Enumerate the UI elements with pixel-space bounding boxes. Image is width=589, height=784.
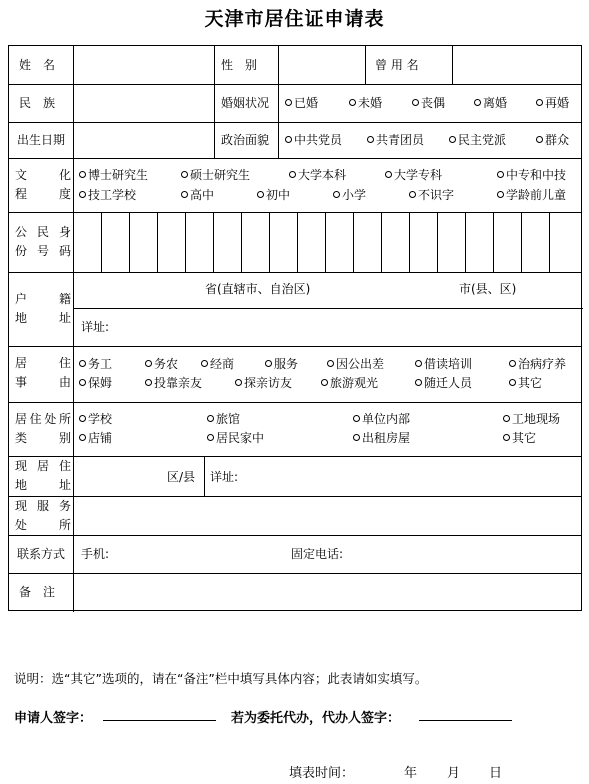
radio-circle-icon xyxy=(449,136,456,143)
radio-circle-icon xyxy=(289,171,296,178)
row-divider xyxy=(9,573,581,574)
ethnicity-label: 民 族 xyxy=(19,96,56,110)
label-column-divider xyxy=(73,46,74,612)
radio-circle-icon xyxy=(235,379,242,386)
reason-option-nanny[interactable]: 保姆 xyxy=(79,376,112,390)
day-label: 日 xyxy=(489,766,503,781)
radio-circle-icon xyxy=(349,99,356,106)
radio-circle-icon xyxy=(385,171,392,178)
current-detail-field[interactable] xyxy=(247,458,581,494)
education-option-primary[interactable]: 小学 xyxy=(333,188,366,202)
radio-circle-icon xyxy=(181,171,188,178)
reason-option-accompanying[interactable]: 随迁人员 xyxy=(415,376,472,390)
reason-option-farming[interactable]: 务农 xyxy=(145,357,178,371)
political-option-cyl[interactable]: 共青团员 xyxy=(367,133,424,147)
radio-circle-icon xyxy=(265,360,272,367)
current-detail-label: 详址: xyxy=(210,470,239,484)
radio-circle-icon xyxy=(145,379,152,386)
radio-circle-icon xyxy=(509,360,516,367)
radio-circle-icon xyxy=(207,415,214,422)
radio-circle-icon xyxy=(503,415,510,422)
row-divider xyxy=(73,308,583,309)
place-option-school[interactable]: 学校 xyxy=(79,412,112,426)
hukou-detail-label: 详址: xyxy=(81,320,110,334)
id-number-label: 公民身 份号码 xyxy=(15,225,71,258)
current-district-field[interactable] xyxy=(75,458,165,494)
political-label: 政治面貌 xyxy=(221,133,270,147)
radio-circle-icon xyxy=(207,434,214,441)
remarks-field[interactable] xyxy=(75,575,581,609)
radio-circle-icon xyxy=(333,191,340,198)
gender-field[interactable] xyxy=(280,48,363,82)
contact-label: 联系方式 xyxy=(17,547,66,561)
place-option-other[interactable]: 其它 xyxy=(503,431,536,445)
radio-circle-icon xyxy=(327,360,334,367)
place-option-unit[interactable]: 单位内部 xyxy=(353,412,410,426)
landline-label: 固定电话: xyxy=(291,547,344,561)
applicant-signature-label: 申请人签字： xyxy=(14,711,93,726)
row-divider xyxy=(9,84,581,85)
education-option-phd[interactable]: 博士研究生 xyxy=(79,168,148,182)
radio-circle-icon xyxy=(497,171,504,178)
marital-option-divorced[interactable]: 离婚 xyxy=(474,96,507,110)
radio-circle-icon xyxy=(415,360,422,367)
hukou-address-label: 户 籍 地 址 xyxy=(15,292,71,325)
education-option-junior-high[interactable]: 初中 xyxy=(257,188,290,202)
education-option-illiterate[interactable]: 不识字 xyxy=(409,188,454,202)
current-district-label: 区/县 xyxy=(167,470,196,484)
place-option-construction-site[interactable]: 工地现场 xyxy=(503,412,560,426)
reason-option-visiting[interactable]: 探亲访友 xyxy=(235,376,292,390)
hukou-province-field[interactable] xyxy=(75,274,581,306)
row-divider xyxy=(9,212,581,213)
education-option-bachelor[interactable]: 大学本科 xyxy=(289,168,346,182)
residence-type-label: 居住处所 类 别 xyxy=(15,412,71,445)
row-divider xyxy=(9,346,581,347)
row-divider xyxy=(9,402,581,403)
hukou-province-label: 省(直辖市、自治区) xyxy=(205,282,311,296)
education-option-preschool[interactable]: 学龄前儿童 xyxy=(497,188,566,202)
hukou-detail-field[interactable] xyxy=(119,310,581,344)
column-divider xyxy=(204,456,205,496)
service-location-label: 现服务 处 所 xyxy=(15,499,71,532)
residence-reason-label: 居 住 事 由 xyxy=(15,356,71,389)
former-name-field[interactable] xyxy=(454,48,580,82)
marital-option-married[interactable]: 已婚 xyxy=(285,96,318,110)
reason-option-other[interactable]: 其它 xyxy=(509,376,542,390)
place-option-rental[interactable]: 出租房屋 xyxy=(353,431,410,445)
education-option-technical-secondary[interactable]: 中专和中技 xyxy=(497,168,566,182)
place-option-shop[interactable]: 店铺 xyxy=(79,431,112,445)
instruction-note: 说明：选“其它”选项的，请在“备注”栏中填写具体内容；此表请如实填写。 xyxy=(14,671,428,686)
education-option-technical-school[interactable]: 技工学校 xyxy=(79,188,136,202)
radio-circle-icon xyxy=(509,379,516,386)
month-label: 月 xyxy=(447,766,461,781)
reason-option-relatives[interactable]: 投靠亲友 xyxy=(145,376,202,390)
form-title: 天津市居住证申请表 xyxy=(204,8,385,30)
radio-circle-icon xyxy=(412,99,419,106)
education-option-master[interactable]: 硕士研究生 xyxy=(181,168,250,182)
remarks-label: 备 注 xyxy=(19,585,56,599)
radio-circle-icon xyxy=(536,136,543,143)
political-option-cpc[interactable]: 中共党员 xyxy=(285,133,342,147)
radio-circle-icon xyxy=(145,360,152,367)
political-option-democratic[interactable]: 民主党派 xyxy=(449,133,506,147)
landline-field[interactable] xyxy=(351,537,581,571)
radio-circle-icon xyxy=(497,191,504,198)
radio-circle-icon xyxy=(503,434,510,441)
former-name-label: 曾 用 名 xyxy=(375,58,419,72)
service-location-field[interactable] xyxy=(75,498,581,533)
column-divider xyxy=(214,46,215,158)
birthdate-field[interactable] xyxy=(75,124,212,156)
row-divider xyxy=(9,496,581,497)
name-label: 姓 名 xyxy=(19,58,56,72)
radio-circle-icon xyxy=(536,99,543,106)
radio-circle-icon xyxy=(201,360,208,367)
id-number-field[interactable] xyxy=(75,214,581,270)
reason-option-service[interactable]: 服务 xyxy=(265,357,298,371)
application-form-table xyxy=(8,45,582,611)
fill-time-label: 填表时间： xyxy=(289,766,355,781)
current-address-label: 现居住 地 址 xyxy=(15,459,71,492)
reason-option-tourism[interactable]: 旅游观光 xyxy=(321,376,378,390)
row-divider xyxy=(9,122,581,123)
birthdate-label: 出生日期 xyxy=(17,133,66,147)
marital-label: 婚姻状况 xyxy=(221,96,270,110)
reason-option-business[interactable]: 经商 xyxy=(201,357,234,371)
reason-option-work[interactable]: 务工 xyxy=(79,357,112,371)
radio-circle-icon xyxy=(285,136,292,143)
applicant-signature-line[interactable] xyxy=(103,720,216,721)
radio-circle-icon xyxy=(181,191,188,198)
radio-circle-icon xyxy=(285,99,292,106)
year-label: 年 xyxy=(404,766,418,781)
marital-option-widowed[interactable]: 丧偶 xyxy=(412,96,445,110)
agent-signature-line[interactable] xyxy=(419,720,512,721)
mobile-field[interactable] xyxy=(115,537,285,571)
radio-circle-icon xyxy=(257,191,264,198)
education-option-college[interactable]: 大学专科 xyxy=(385,168,442,182)
column-divider xyxy=(365,46,366,84)
reason-option-study[interactable]: 借读培训 xyxy=(415,357,472,371)
education-label: 文 化 程 度 xyxy=(15,168,71,201)
radio-circle-icon xyxy=(79,379,86,386)
hukou-city-label: 市(县、区) xyxy=(459,282,517,296)
radio-circle-icon xyxy=(353,434,360,441)
radio-circle-icon xyxy=(367,136,374,143)
marital-option-remarried[interactable]: 再婚 xyxy=(536,96,569,110)
radio-circle-icon xyxy=(415,379,422,386)
name-field[interactable] xyxy=(75,48,212,82)
radio-circle-icon xyxy=(353,415,360,422)
radio-circle-icon xyxy=(321,379,328,386)
radio-circle-icon xyxy=(79,171,86,178)
radio-circle-icon xyxy=(79,191,86,198)
column-divider xyxy=(452,46,453,84)
agent-signature-label: 若为委托代办，代办人签字： xyxy=(231,711,401,726)
place-option-hotel[interactable]: 旅馆 xyxy=(207,412,240,426)
reason-option-business-trip[interactable]: 因公出差 xyxy=(327,357,384,371)
radio-circle-icon xyxy=(409,191,416,198)
radio-circle-icon xyxy=(474,99,481,106)
column-divider xyxy=(278,46,279,158)
place-option-residence[interactable]: 居民家中 xyxy=(207,431,264,445)
radio-circle-icon xyxy=(79,434,86,441)
row-divider xyxy=(9,535,581,536)
row-divider xyxy=(9,158,581,159)
row-divider xyxy=(9,456,581,457)
ethnicity-field[interactable] xyxy=(75,86,212,120)
education-option-high-school[interactable]: 高中 xyxy=(181,188,214,202)
row-divider xyxy=(9,272,581,273)
gender-label: 性 别 xyxy=(221,58,258,72)
marital-option-unmarried[interactable]: 未婚 xyxy=(349,96,382,110)
political-option-masses[interactable]: 群众 xyxy=(536,133,569,147)
reason-option-medical[interactable]: 治病疗养 xyxy=(509,357,566,371)
radio-circle-icon xyxy=(79,360,86,367)
radio-circle-icon xyxy=(79,415,86,422)
mobile-label: 手机: xyxy=(81,547,110,561)
